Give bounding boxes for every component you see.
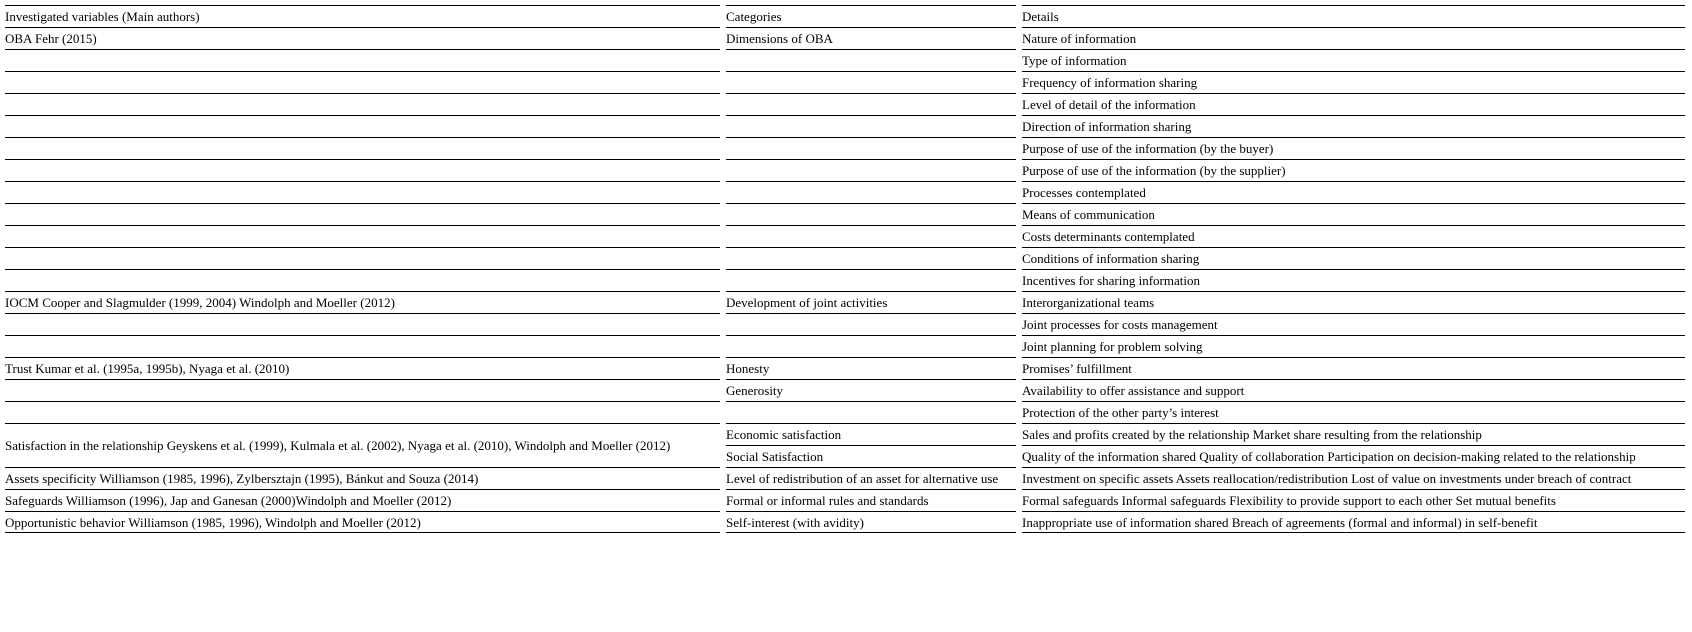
detail-cell: Promises’ fulfillment xyxy=(1022,357,1687,379)
detail-cell: Processes contemplated xyxy=(1022,181,1687,203)
research-variables-table xyxy=(5,5,1687,533)
category-cell xyxy=(726,137,1022,159)
variable-cell: Trust Kumar et al. (1995a, 1995b), Nyaga et al. (2010) xyxy=(5,357,726,379)
header-categories: Categories xyxy=(726,5,1022,27)
table-row xyxy=(5,291,1687,313)
variable-cell xyxy=(5,93,726,115)
variable-cell xyxy=(5,159,726,181)
table-row xyxy=(5,335,1687,357)
category-cell xyxy=(726,115,1022,137)
table-row xyxy=(5,159,1687,181)
table-row xyxy=(5,247,1687,269)
table-row xyxy=(5,379,1687,401)
detail-cell: Level of detail of the information xyxy=(1022,93,1687,115)
table-row xyxy=(5,511,1687,533)
variable-cell xyxy=(5,225,726,247)
table-row xyxy=(5,225,1687,247)
table-row xyxy=(5,93,1687,115)
category-cell xyxy=(726,93,1022,115)
category-cell: Self-interest (with avidity) xyxy=(726,511,1022,533)
table-row xyxy=(5,269,1687,291)
detail-cell: Conditions of information sharing xyxy=(1022,247,1687,269)
table-row xyxy=(5,423,1687,445)
variable-cell: Opportunistic behavior Williamson (1985, 1996), Windolph and Moeller (2012) xyxy=(5,511,726,533)
category-cell xyxy=(726,159,1022,181)
category-cell xyxy=(726,71,1022,93)
detail-cell: Frequency of information sharing xyxy=(1022,71,1687,93)
variable-cell xyxy=(5,313,726,335)
variable-cell xyxy=(5,401,726,423)
table-row xyxy=(5,27,1687,49)
category-cell xyxy=(726,181,1022,203)
detail-cell: Quality of the information shared Quality of collaboration Participation on decision-making related to the relationship xyxy=(1022,445,1687,467)
table-row xyxy=(5,313,1687,335)
category-cell xyxy=(726,335,1022,357)
variable-cell: OBA Fehr (2015) xyxy=(5,27,726,49)
category-cell xyxy=(726,247,1022,269)
category-cell: Formal or informal rules and standards xyxy=(726,489,1022,511)
detail-cell: Purpose of use of the information (by the supplier) xyxy=(1022,159,1687,181)
category-cell xyxy=(726,269,1022,291)
category-cell: Honesty xyxy=(726,357,1022,379)
variable-cell xyxy=(5,379,726,401)
header-investigated-variables: Investigated variables (Main authors) xyxy=(5,5,726,27)
detail-cell: Formal safeguards Informal safeguards Flexibility to provide support to each other Set mutual benefits xyxy=(1022,489,1687,511)
variable-cell xyxy=(5,269,726,291)
detail-cell: Joint planning for problem solving xyxy=(1022,335,1687,357)
detail-cell: Protection of the other party’s interest xyxy=(1022,401,1687,423)
table-row xyxy=(5,115,1687,137)
variable-cell: Satisfaction in the relationship Geyskens et al. (1999), Kulmala et al. (2002), Nyaga et al. (2010), Windolph and Moeller (2012) xyxy=(5,423,726,467)
detail-cell: Inappropriate use of information shared Breach of agreements (formal and informal) in self-benefit xyxy=(1022,511,1687,533)
table-header-row xyxy=(5,5,1687,27)
table-row xyxy=(5,467,1687,489)
detail-cell: Sales and profits created by the relationship Market share resulting from the relationship xyxy=(1022,423,1687,445)
variable-cell xyxy=(5,49,726,71)
category-cell: Generosity xyxy=(726,379,1022,401)
table-row xyxy=(5,49,1687,71)
category-cell xyxy=(726,401,1022,423)
category-cell xyxy=(726,203,1022,225)
category-cell xyxy=(726,225,1022,247)
category-cell: Economic satisfaction xyxy=(726,423,1022,445)
detail-cell: Interorganizational teams xyxy=(1022,291,1687,313)
table-row xyxy=(5,203,1687,225)
variable-cell xyxy=(5,115,726,137)
variable-cell xyxy=(5,247,726,269)
variable-cell xyxy=(5,181,726,203)
header-details: Details xyxy=(1022,5,1687,27)
variable-cell: Assets specificity Williamson (1985, 1996), Zylbersztajn (1995), Bánkut and Souza (2014) xyxy=(5,467,726,489)
variable-cell: Safeguards Williamson (1996), Jap and Ganesan (2000)Windolph and Moeller (2012) xyxy=(5,489,726,511)
category-cell xyxy=(726,49,1022,71)
table-row xyxy=(5,181,1687,203)
table-row xyxy=(5,137,1687,159)
variable-cell xyxy=(5,203,726,225)
detail-cell: Joint processes for costs management xyxy=(1022,313,1687,335)
detail-cell: Nature of information xyxy=(1022,27,1687,49)
detail-cell: Type of information xyxy=(1022,49,1687,71)
detail-cell: Means of communication xyxy=(1022,203,1687,225)
detail-cell: Costs determinants contemplated xyxy=(1022,225,1687,247)
category-cell: Level of redistribution of an asset for alternative use xyxy=(726,467,1022,489)
variable-cell: IOCM Cooper and Slagmulder (1999, 2004) Windolph and Moeller (2012) xyxy=(5,291,726,313)
category-cell: Development of joint activities xyxy=(726,291,1022,313)
variable-cell xyxy=(5,335,726,357)
detail-cell: Investment on specific assets Assets reallocation/redistribution Lost of value on investments under breach of contract xyxy=(1022,467,1687,489)
table-row xyxy=(5,489,1687,511)
variable-cell xyxy=(5,71,726,93)
variable-cell xyxy=(5,137,726,159)
table-row xyxy=(5,71,1687,93)
detail-cell: Availability to offer assistance and support xyxy=(1022,379,1687,401)
table-row xyxy=(5,357,1687,379)
category-cell: Dimensions of OBA xyxy=(726,27,1022,49)
detail-cell: Incentives for sharing information xyxy=(1022,269,1687,291)
table-row xyxy=(5,401,1687,423)
detail-cell: Purpose of use of the information (by the buyer) xyxy=(1022,137,1687,159)
category-cell: Social Satisfaction xyxy=(726,445,1022,467)
detail-cell: Direction of information sharing xyxy=(1022,115,1687,137)
category-cell xyxy=(726,313,1022,335)
